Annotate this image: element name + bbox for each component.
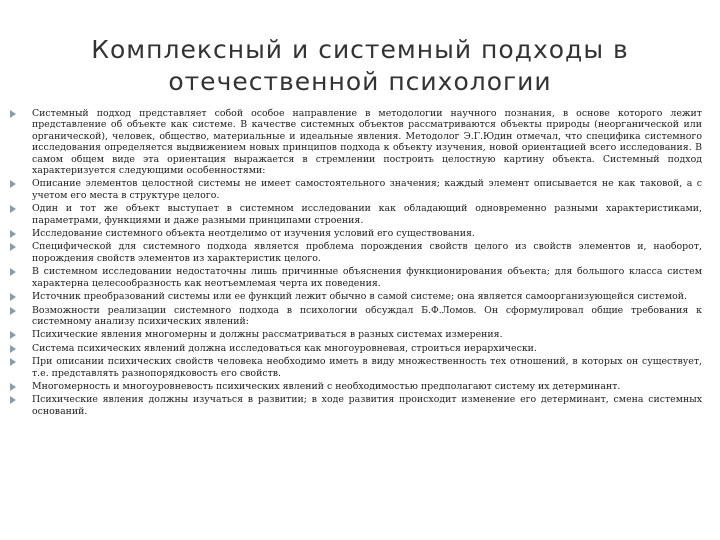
list-item	[10, 329, 702, 340]
list-item	[10, 305, 702, 328]
list-item	[10, 356, 702, 379]
list-item	[10, 394, 702, 417]
list-item	[10, 203, 702, 226]
list-item-text: Специфической для системного подхода является проблема порождения свойств целого из свойств элементов и, наоборот, порождения свойств элементов из характеристик целого.	[32, 241, 702, 264]
list-item	[10, 241, 702, 264]
list-item-text: Психические явления должны изучаться в развитии; в ходе развития происходит изменение его детерминант, смена системных оснований.	[32, 394, 702, 417]
list-item	[10, 291, 702, 302]
bullet-arrow-icon	[10, 268, 16, 276]
list-item	[10, 108, 702, 176]
title-line-2: отечественной психологии	[168, 67, 552, 96]
list-item-text: Системный подход представляет собой особое направление в методологии научного познания, в основе которого лежит представление об объекте как системе. В качестве системных объектов рассматриваются объекты природы (неорганической или органической), человек, общество, материальные и идеальные явления. Методолог Э.Г.Юдин отмечал, что специфика системного исследования определяется выдвижением новых принципов подхода к объекту изучения, новой ориентацией всего исследования. В самом общем виде эта ориентация выражается в стремлении построить целостную картину объекта. Системный подход характеризуется следующими особенностями:	[32, 108, 702, 177]
bullet-arrow-icon	[10, 396, 16, 404]
list-item-text: Возможности реализации системного подхода в психологии обсуждал Б.Ф.Ломов. Он сформулировал общие требования к системному анализу психических явлений:	[32, 304, 702, 327]
bullet-arrow-icon	[10, 293, 16, 301]
list-item	[10, 266, 702, 289]
bullet-arrow-icon	[10, 358, 16, 366]
bullet-arrow-icon	[10, 383, 16, 391]
list-item-text: При описании психических свойств человека необходимо иметь в виду множественность тех отношений, в которых он существует, т.е. представлять разнопорядковость его свойств.	[32, 356, 702, 379]
list-item-text: В системном исследовании недостаточны лишь причинные объяснения функционирования объекта; для большого класса систем характерна целесообразность как неотъемлемая черта их поведения.	[32, 266, 702, 289]
list-item-text: Один и тот же объект выступает в системном исследовании как обладающий одновременно разными характеристиками, параметрами, функциями и даже разными принципами строения.	[32, 203, 702, 226]
list-item-text: Исследование системного объекта неотделимо от изучения условий его существования.	[32, 228, 475, 240]
list-item-text: Описание элементов целостной системы не имеет самостоятельного значения; каждый элемент описывается не как таковой, а с учетом его места в структуре целого.	[32, 178, 702, 201]
list-item-text: Система психических явлений должна исследоваться как многоуровневая, строиться иерархически.	[32, 342, 537, 354]
list-item	[10, 178, 702, 201]
bullet-arrow-icon	[10, 331, 16, 339]
bullet-arrow-icon	[10, 230, 16, 238]
bullet-arrow-icon	[10, 110, 16, 118]
bullet-arrow-icon	[10, 205, 16, 213]
bullet-arrow-icon	[10, 307, 16, 315]
list-item-text: Психические явления многомерны и должны рассматриваться в разных системах измерения.	[32, 329, 503, 341]
list-item-text: Многомерность и многоуровневость психических явлений с необходимостью предполагают систему их детерминант.	[32, 380, 621, 392]
list-item	[10, 381, 702, 392]
list-item	[10, 343, 702, 354]
list-item	[10, 228, 702, 239]
list-item-text: Источник преобразований системы или ее функций лежит обычно в самой системе; она является самоорганизующейся системой.	[32, 291, 688, 303]
bullet-arrow-icon	[10, 345, 16, 353]
bullet-arrow-icon	[10, 243, 16, 251]
bullet-list	[10, 108, 702, 419]
slide-title	[0, 34, 720, 98]
title-line-1: Комплексный и системный подходы в	[91, 35, 629, 64]
bullet-arrow-icon	[10, 180, 16, 188]
